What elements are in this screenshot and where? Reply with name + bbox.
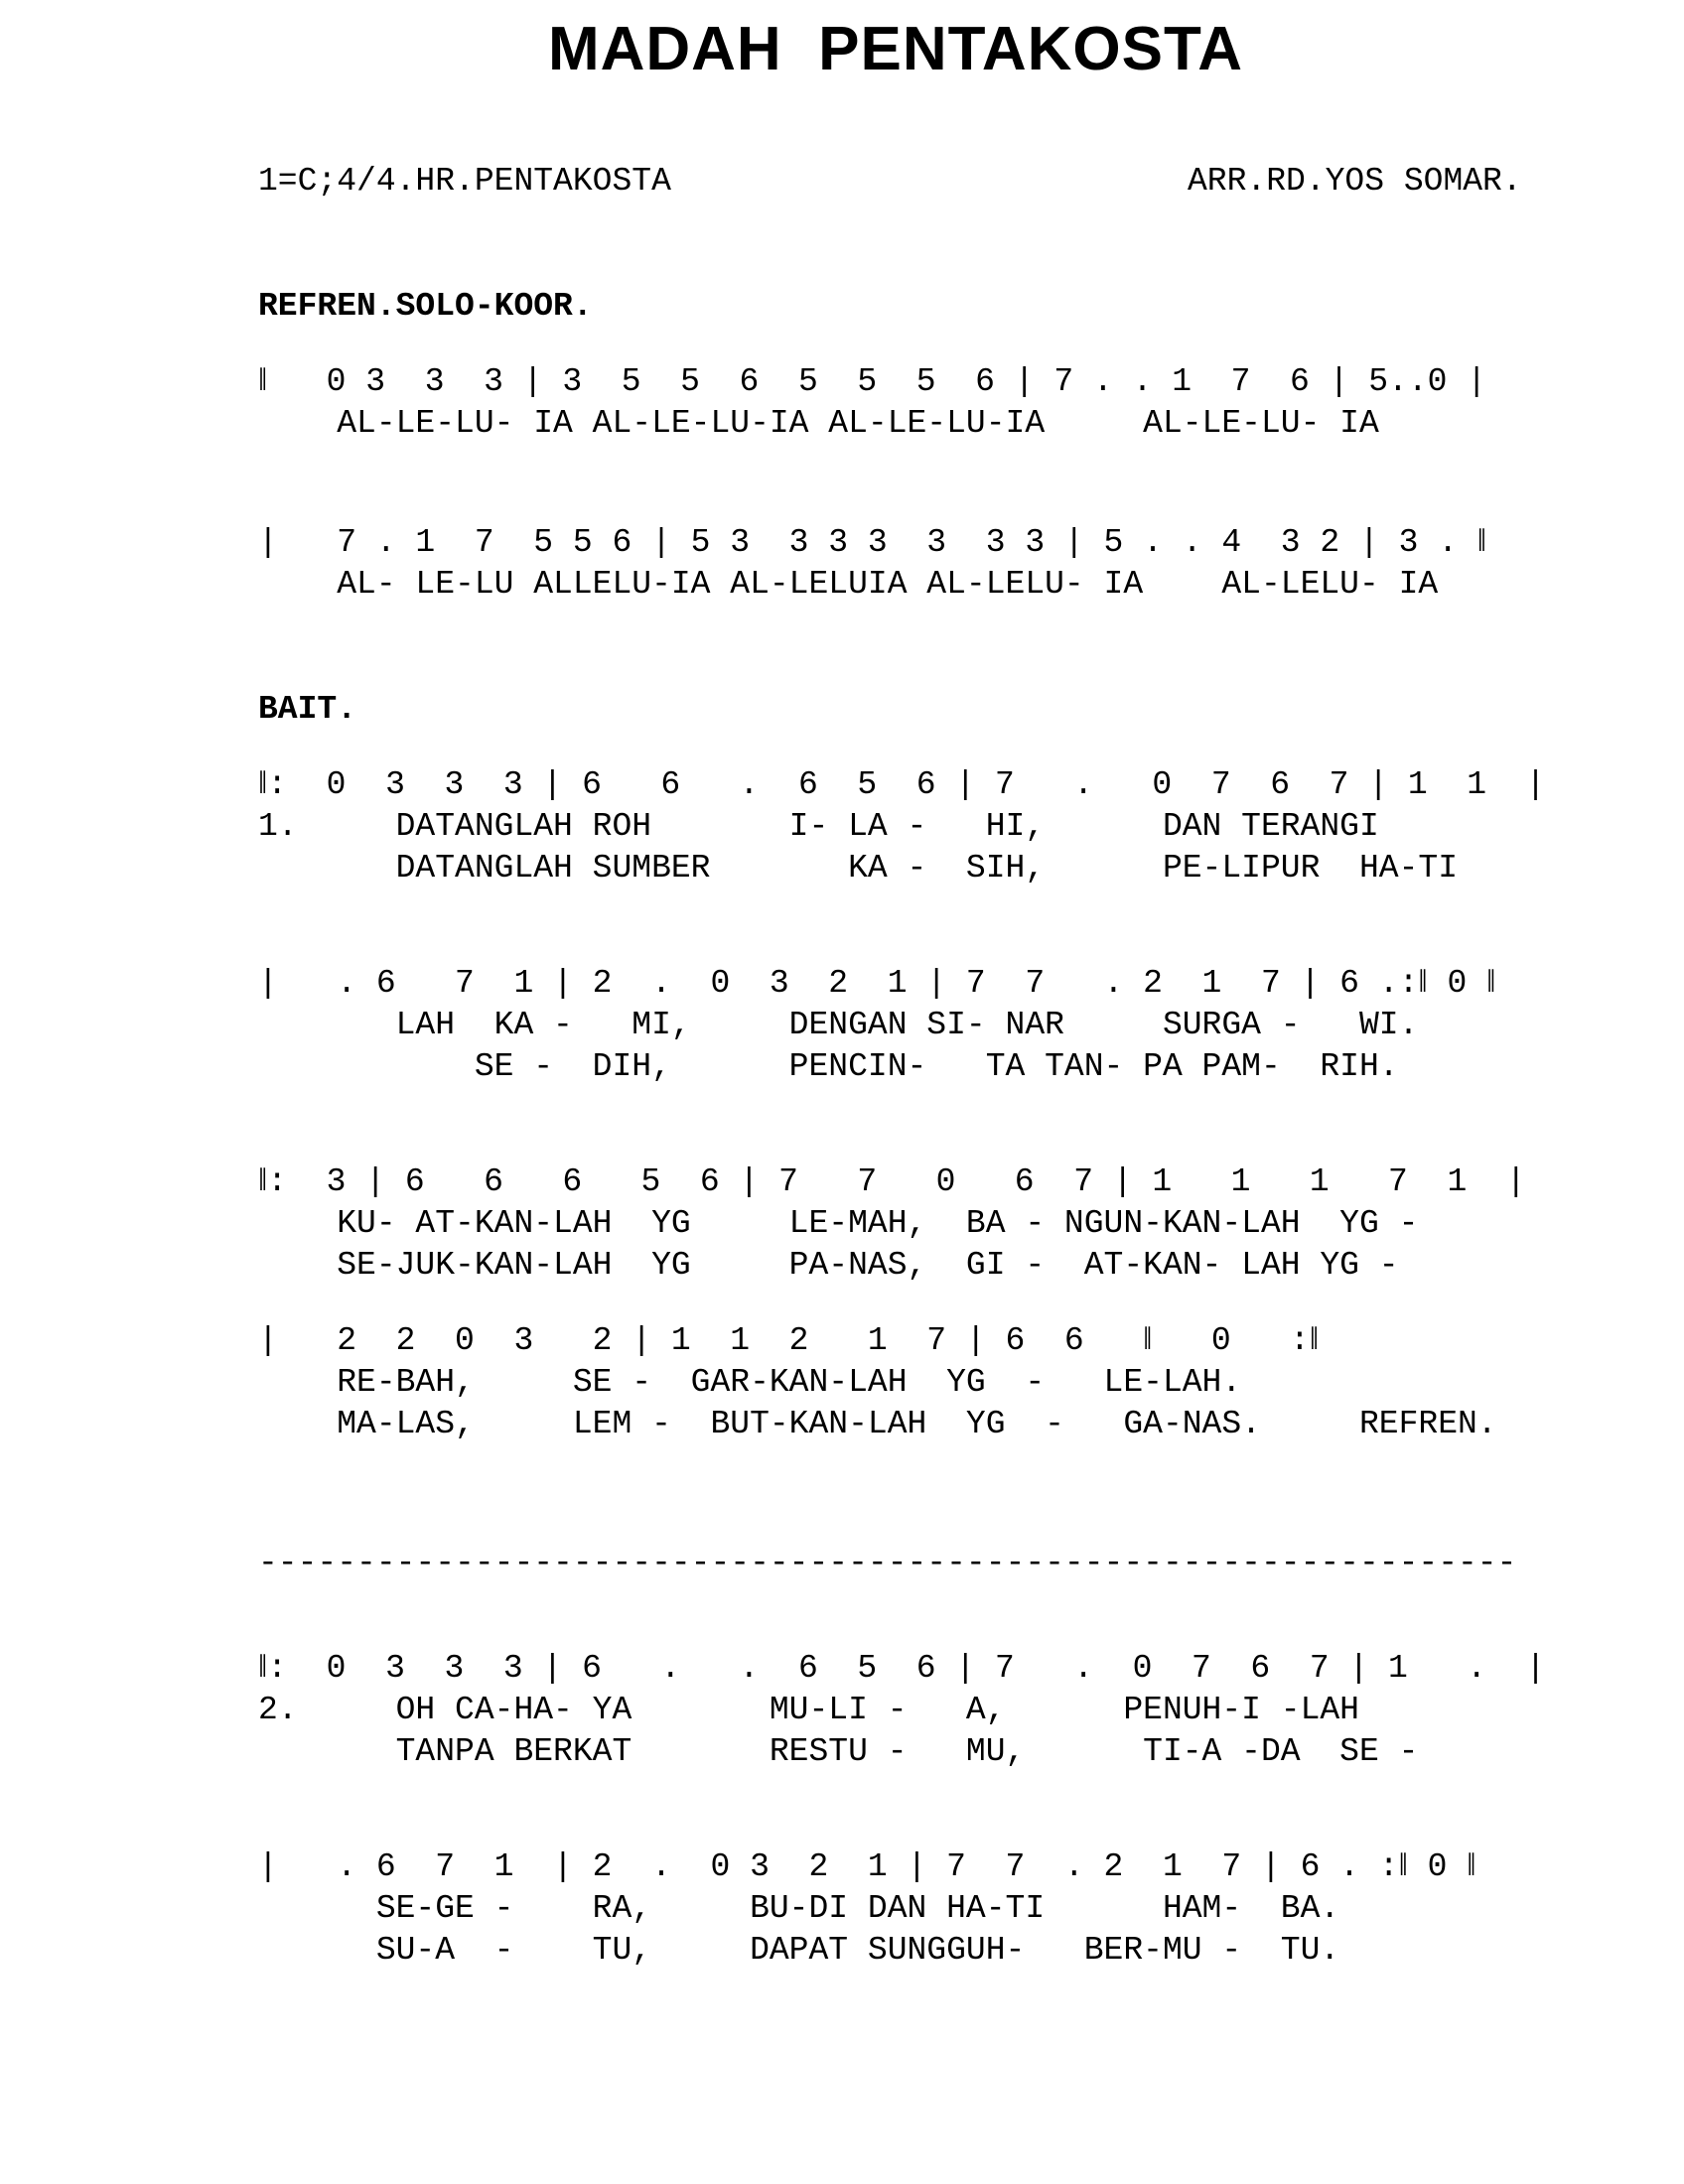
notation-line: | . 6 7 1 | 2 . 0 3 2 1 | 7 7 . 2 1 7 | 6 .:‖ 0 ‖	[258, 965, 1496, 1002]
lyric-line: SE-GE - RA, BU-DI DAN HA-TI HAM- BA.	[258, 1890, 1340, 1927]
notation-line: ‖: 3 | 6 6 6 5 6 | 7 7 0 6 7 | 1 1 1 7 1 |	[258, 1163, 1526, 1200]
lyric-line: MA-LAS, LEM - BUT-KAN-LAH YG - GA-NAS. REFREN.	[258, 1406, 1497, 1442]
key-signature-info: 1=C;4/4.HR.PENTAKOSTA	[258, 163, 671, 200]
lyric-line: KU- AT-KAN-LAH YG LE-MAH, BA - NGUN-KAN-LAH YG -	[258, 1205, 1419, 1242]
lyric-line: RE-BAH, SE - GAR-KAN-LAH YG - LE-LAH.	[258, 1364, 1242, 1401]
bait-section-label: BAIT.	[258, 691, 357, 728]
notation-line: ‖ 0 3 3 3 | 3 5 5 6 5 5 5 6 | 7 . . 1 7 6 | 5..0 |	[258, 363, 1487, 400]
lyric-line: AL- LE-LU ALLELU-IA AL-LELUIA AL-LELU- IA AL-LELU- IA	[258, 566, 1439, 603]
arranger-credit: ARR.RD.YOS SOMAR.	[1188, 163, 1522, 200]
notation-line: | . 6 7 1 | 2 . 0 3 2 1 | 7 7 . 2 1 7 | 6 . :‖ 0 ‖	[258, 1848, 1476, 1885]
notation-line: ‖: 0 3 3 3 | 6 . . 6 5 6 | 7 . 0 7 6 7 | 1 . |	[258, 1650, 1546, 1687]
notation-line: | 2 2 0 3 2 | 1 1 2 1 7 | 6 6 ‖ 0 :‖	[258, 1322, 1320, 1359]
lyric-line: SE-JUK-KAN-LAH YG PA-NAS, GI - AT-KAN- LAH YG -	[258, 1247, 1399, 1284]
song-title: MADAH PENTAKOSTA	[547, 15, 1244, 83]
notation-line: | 7 . 1 7 5 5 6 | 5 3 3 3 3 3 3 3 | 5 . . 4 3 2 | 3 . ‖	[258, 524, 1487, 561]
lyric-line: TANPA BERKAT RESTU - MU, TI-A -DA SE -	[258, 1733, 1419, 1770]
lyric-line: DATANGLAH SUMBER KA - SIH, PE-LIPUR HA-TI	[258, 850, 1458, 887]
lyric-line: SE - DIH, PENCIN- TA TAN- PA PAM- RIH.	[258, 1048, 1399, 1085]
refren-section-label: REFREN.SOLO-KOOR.	[258, 288, 593, 325]
notation-line: ‖: 0 3 3 3 | 6 6 . 6 5 6 | 7 . 0 7 6 7 | 1 1 |	[258, 766, 1546, 803]
lyric-line: LAH KA - MI, DENGAN SI- NAR SURGA - WI.	[258, 1007, 1419, 1043]
lyric-line: 1. DATANGLAH ROH I- LA - HI, DAN TERANGI	[258, 808, 1379, 845]
lyric-line: AL-LE-LU- IA AL-LE-LU-IA AL-LE-LU-IA AL-LE-LU- IA	[258, 405, 1379, 442]
lyric-line: 2. OH CA-HA- YA MU-LI - A, PENUH-I -LAH	[258, 1692, 1359, 1728]
lyric-line: SU-A - TU, DAPAT SUNGGUH- BER-MU - TU.	[258, 1932, 1340, 1969]
section-divider: ----------------------------------------------------------------	[258, 1545, 1517, 1581]
